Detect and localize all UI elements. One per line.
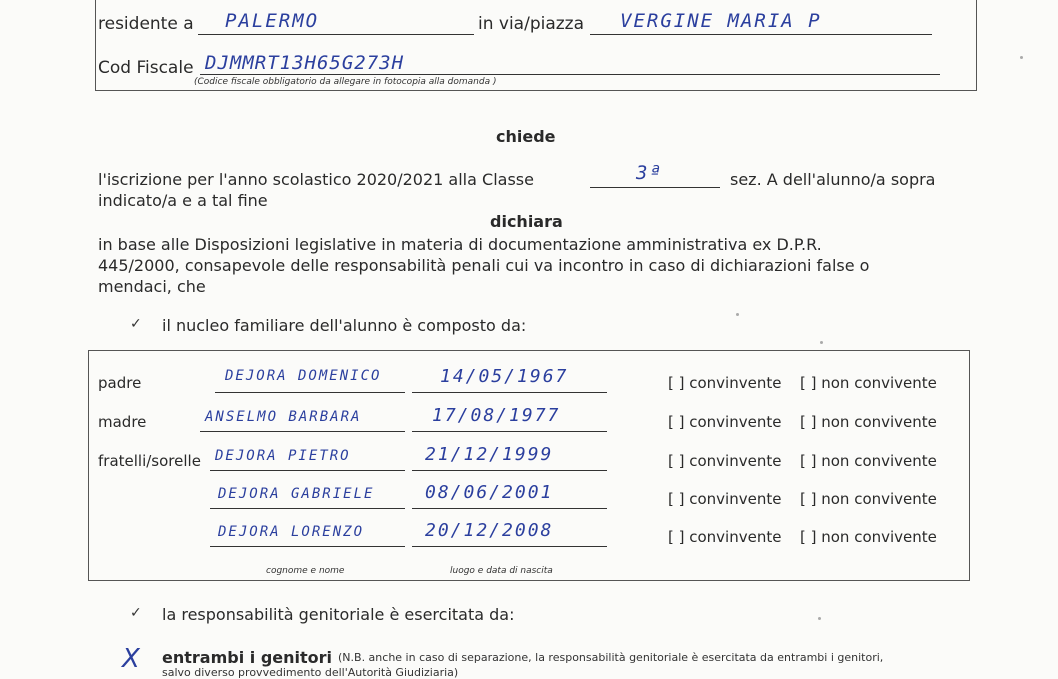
nonconv-option[interactable]: [ ] non convivente	[800, 413, 937, 431]
role-padre: padre	[98, 374, 142, 392]
check-icon: ✓	[130, 605, 142, 621]
family-name-field[interactable]: DEJORA DOMENICO	[225, 368, 382, 384]
residente-underline	[198, 34, 474, 35]
nucleo-text: il nucleo familiare dell'alunno è composto da:	[162, 316, 527, 335]
family-date-field[interactable]: 21/12/1999	[425, 444, 554, 465]
cf-note: (Codice fiscale obbligatorio da allegare in fotocopia alla domanda )	[194, 77, 497, 87]
footer-date-label: luogo e data di nascita	[450, 566, 553, 576]
name-underline-3	[210, 470, 405, 471]
family-date-field[interactable]: 14/05/1967	[440, 366, 569, 387]
dichiara-line1: in base alle Disposizioni legislative in materia di documentazione amministrativa ex D.P.R.	[98, 235, 822, 254]
name-underline-2	[200, 431, 405, 432]
dichiara-line2: 445/2000, consapevole delle responsabilità penali cui va incontro in caso di dichiarazioni false o	[98, 256, 870, 275]
family-name-field[interactable]: DEJORA GABRIELE	[218, 486, 375, 502]
footer-name-label: cognome e nome	[266, 566, 345, 576]
check-icon: ✓	[130, 316, 142, 332]
role-fratelli: fratelli/sorelle	[98, 452, 201, 470]
scan-speck	[1020, 56, 1023, 59]
scan-speck	[736, 313, 739, 316]
role-madre: madre	[98, 413, 147, 431]
chiede-line2: indicato/a e a tal fine	[98, 191, 268, 210]
chiede-title: chiede	[496, 127, 556, 146]
conv-option[interactable]: [ ] convinvente	[668, 452, 782, 470]
cf-label: Cod Fiscale	[98, 58, 194, 78]
nonconv-option[interactable]: [ ] non convivente	[800, 374, 937, 392]
dichiara-line3: mendaci, che	[98, 277, 206, 296]
conv-option[interactable]: [ ] convinvente	[668, 374, 782, 392]
date-underline-5	[412, 546, 607, 547]
option-entrambi-note2: salvo diverso provvedimento dell'Autorità Giudiziaria)	[162, 666, 459, 679]
name-underline-1	[215, 392, 405, 393]
responsabilita-text: la responsabilità genitoriale è esercitata da:	[162, 605, 515, 624]
dichiara-title: dichiara	[490, 212, 563, 231]
chiede-line1-after: sez. A dell'alunno/a sopra	[730, 170, 936, 189]
family-date-field[interactable]: 20/12/2008	[425, 520, 554, 541]
family-date-field[interactable]: 08/06/2001	[425, 482, 554, 503]
residente-field[interactable]: PALERMO	[225, 10, 320, 32]
conv-option[interactable]: [ ] convinvente	[668, 413, 782, 431]
name-underline-4	[210, 508, 405, 509]
family-name-field[interactable]: DEJORA LORENZO	[218, 524, 365, 540]
date-underline-3	[412, 470, 607, 471]
conv-option[interactable]: [ ] convinvente	[668, 490, 782, 508]
residente-label: residente a	[98, 14, 194, 34]
family-name-field[interactable]: ANSELMO BARBARA	[205, 409, 362, 425]
nonconv-option[interactable]: [ ] non convivente	[800, 490, 937, 508]
classe-field[interactable]: 3ª	[636, 162, 663, 184]
family-name-field[interactable]: DEJORA PIETRO	[215, 448, 351, 464]
date-underline-2	[412, 431, 607, 432]
nonconv-option[interactable]: [ ] non convivente	[800, 528, 937, 546]
via-label: in via/piazza	[478, 14, 585, 34]
via-underline	[590, 34, 932, 35]
cf-field[interactable]: DJMMRT13H65G273H	[205, 52, 405, 74]
family-date-field[interactable]: 17/08/1977	[432, 405, 561, 426]
chiede-line1-before: l'iscrizione per l'anno scolastico 2020/2021 alla Classe	[98, 170, 534, 189]
classe-underline	[590, 187, 720, 188]
nonconv-option[interactable]: [ ] non convivente	[800, 452, 937, 470]
option-entrambi: entrambi i genitori	[162, 648, 333, 667]
scan-speck	[820, 341, 823, 344]
option-entrambi-note: (N.B. anche in caso di separazione, la responsabilità genitoriale è esercitata da entrambi i genitori,	[338, 651, 884, 664]
date-underline-4	[412, 508, 607, 509]
conv-option[interactable]: [ ] convinvente	[668, 528, 782, 546]
checkbox-x-mark[interactable]: X	[122, 644, 140, 674]
via-field[interactable]: VERGINE MARIA P	[620, 10, 822, 32]
cf-underline	[200, 74, 940, 75]
date-underline-1	[412, 392, 607, 393]
scan-speck	[818, 617, 821, 620]
name-underline-5	[210, 546, 405, 547]
